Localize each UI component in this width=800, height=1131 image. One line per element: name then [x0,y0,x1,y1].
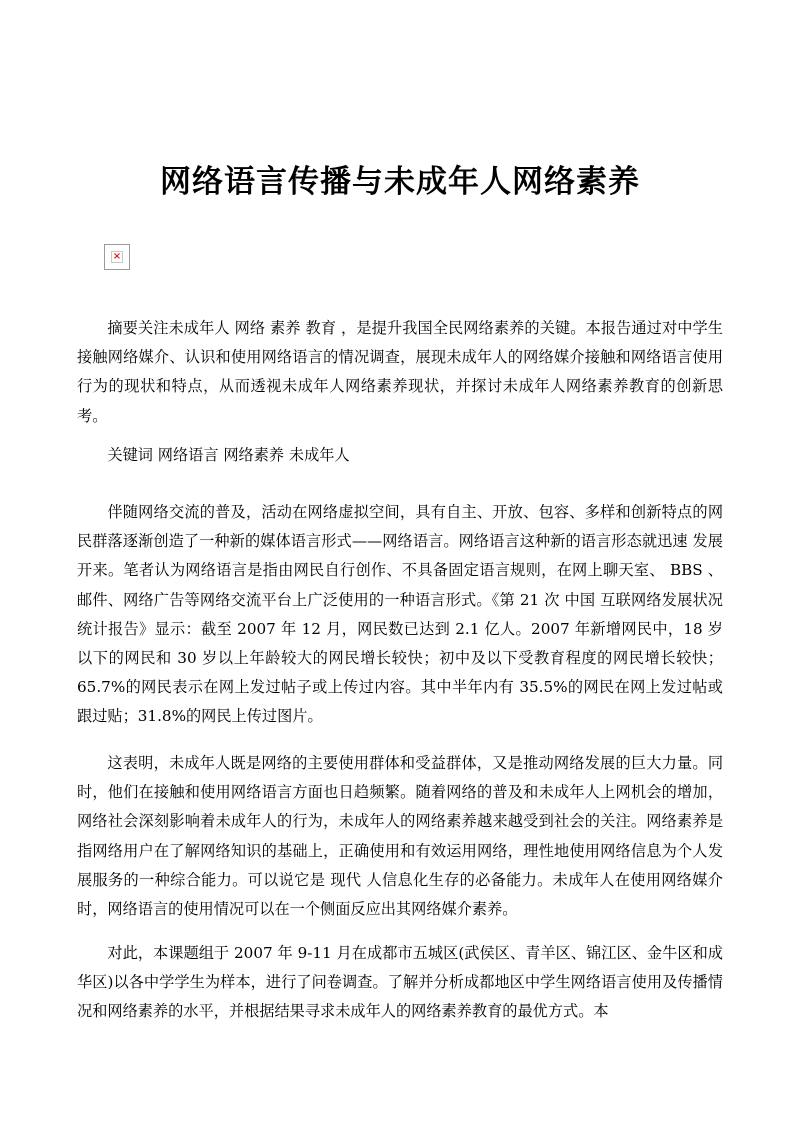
broken-image-frame [111,251,123,263]
abstract-paragraph: 摘要关注未成年人 网络 素养 教育 ，是提升我国全民网络素养的关键。本报告通过对中学生接触网络媒介、认识和使用网络语言的情况调查，展现未成年人的网络媒介接触和网络语言使用行为的现状和特点，从而透视未成年人网络素养现状，并探讨未成年人网络素养教育的创新思考。 [77,319,723,425]
document-title: 网络语言传播与未成年人网络素养 [160,164,640,200]
keywords-line: 关键词 网络语言 网络素养 未成年人 [107,446,350,464]
broken-image-cross-icon: × [112,251,122,262]
body-paragraph: 对此，本课题组于 2007 年 9-11 月在成都市五城区(武侯区、青羊区、锦江区、金牛区和成华区)以各中学学生为样本，进行了问卷调查。了解并分析成都地区中学生网络语言使用及传播情况和网络素养的水平，并根据结果寻求未成年人的网络素养教育的最优方式。本 [77,944,723,1021]
body-paragraph: 伴随网络交流的普及，活动在网络虚拟空间，具有自主、开放、包容、多样和创新特点的网民群落逐渐创造了一种新的媒体语言形式——网络语言。网络语言这种新的语言形态就迅速 发展 开来。笔者认为网络语言是指由网民自行创作、不具备固定语言规则，在网上聊天室、 BBS 、邮件、网络广告等网络交流平台上广泛使用的一种语言形式。《第 21 次 中国 互联网络发展状况统计报告》显示：截至 2007 年 12 月，网民数已达到 2.1 亿人。2007 年新增网民中，18 岁以下的网民和 30 岁以上年龄较大的网民增长较快；初中及以下受教育程度的网民增长较快；65.7%的网民表示在网上发过帖子或上传过内容。其中半年内有 35.5%的网民在网上发过帖或跟过贴；31.8%的网民上传过图片。 [77,503,723,726]
body-paragraph: 这表明，未成年人既是网络的主要使用群体和受益群体，又是推动网络发展的巨大力量。同时，他们在接触和使用网络语言方面也日趋频繁。随着网络的普及和未成年人上网机会的增加，网络社会深刻影响着未成年人的行为，未成年人的网络素养越来越受到社会的关注。网络素养是指网络用户在了解网络知识的基础上，正确使用和有效运用网络，理性地使用网络信息为个人发展服务的一种综合能力。可以说它是 现代 人信息化生存的必备能力。未成年人在使用网络媒介时，网络语言的使用情况可以在一个侧面反应出其网络媒介素养。 [77,754,723,919]
broken-image-icon [104,244,130,270]
